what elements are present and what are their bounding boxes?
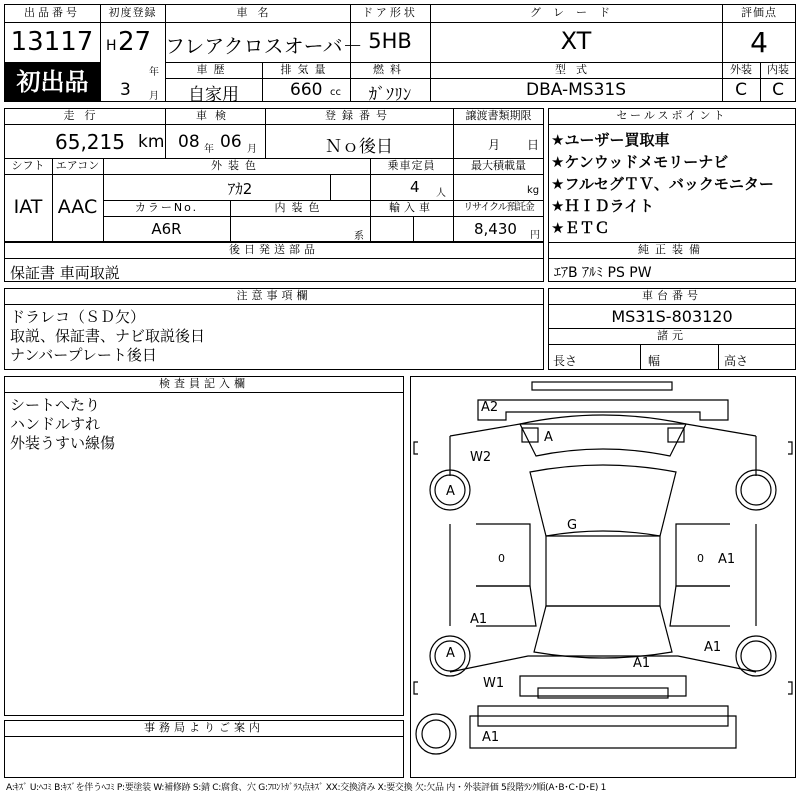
mileage-unit: km bbox=[138, 132, 165, 152]
sales-point-3: ★フルセグＴＶ、バックモニター bbox=[551, 175, 774, 193]
sales-point-4: ★ＨＩＤライト bbox=[551, 197, 654, 215]
score: 4 bbox=[750, 26, 768, 59]
load-label: 最大積載量 bbox=[471, 159, 526, 172]
mark-front-bumper: A2 bbox=[481, 400, 499, 415]
transfer-label: 譲渡書類期限 bbox=[465, 109, 532, 122]
mark-front-hood: A bbox=[544, 430, 553, 445]
displacement-label: 排気量 bbox=[280, 63, 332, 76]
inspection-year: 08 bbox=[178, 132, 200, 152]
inspection-label: 車検 bbox=[196, 109, 234, 122]
mark-rear-left-wheel: A bbox=[446, 646, 455, 661]
year-unit: 年 bbox=[149, 67, 159, 78]
inspector-text: シートへたり ハンドルすれ 外装うすい線傷 bbox=[10, 396, 116, 452]
first-reg-year: 27 bbox=[118, 27, 152, 57]
ext-color: ｱｶ2 bbox=[227, 180, 253, 198]
sales-point-5: ★ＥＴＣ bbox=[551, 219, 610, 237]
exterior-label: 外装 bbox=[730, 63, 752, 76]
capacity-unit: 人 bbox=[436, 188, 446, 199]
mark-right-side: A1 bbox=[718, 552, 736, 567]
interior-grade: C bbox=[772, 80, 784, 100]
lot-no-label: 出品番号 bbox=[24, 6, 80, 19]
fuel: ｶﾞｿﾘﾝ bbox=[368, 85, 412, 105]
reg-no: Ｎｏ後日 bbox=[325, 137, 393, 157]
sales-points-label: セールスポイント bbox=[616, 109, 728, 122]
mark-rear-bumper: A1 bbox=[482, 730, 500, 745]
grade-label: グレード bbox=[530, 6, 622, 19]
history-label: 車歴 bbox=[196, 63, 231, 76]
displacement: 660 bbox=[290, 80, 323, 100]
inspection-month-unit: 月 bbox=[247, 144, 257, 155]
recycle-amount: 8,430 bbox=[474, 220, 517, 238]
chassis-label: 車台番号 bbox=[642, 289, 702, 302]
shift-label: シフト bbox=[11, 159, 45, 172]
history: 自家用 bbox=[188, 85, 239, 105]
car-outline bbox=[410, 376, 796, 778]
ext-color-label: 外装色 bbox=[211, 159, 262, 172]
transfer-day: 日 bbox=[527, 138, 540, 152]
mark-rear-right: A1 bbox=[704, 640, 722, 655]
model-label: 型式 bbox=[555, 63, 597, 76]
model-code: DBA-MS31S bbox=[525, 80, 627, 100]
era: H bbox=[106, 38, 117, 54]
int-color-unit: 系 bbox=[354, 231, 364, 242]
load-unit: kg bbox=[527, 185, 540, 196]
ac: AAC bbox=[57, 196, 98, 218]
shift: IAT bbox=[13, 196, 43, 218]
door-label: ドア形状 bbox=[362, 6, 418, 19]
mark-left-door: 0 bbox=[498, 552, 505, 565]
car-name: フレアクロスオーバ－ bbox=[165, 34, 363, 58]
int-color-label: 内装色 bbox=[274, 201, 326, 214]
color-no: A6R bbox=[151, 220, 182, 238]
chassis-number: MS31S-803120 bbox=[611, 307, 733, 326]
inspector-label: 検査員記入欄 bbox=[159, 377, 249, 390]
ac-label: エアコン bbox=[55, 159, 100, 172]
legend-text: A:ｷｽﾞ U:ﾍｺﾐ B:ｷｽﾞを伴うﾍｺﾐ P:要塗装 W:補修跡 S:錆 C:腐食、穴 G:ﾌﾛﾝﾄｶﾞﾗｽ点ｷｽﾞ XX:交換済み X:要交換 欠:欠品 内・外装評価 5段階ﾗﾝｸ順(A･B･C･D･E) 1 bbox=[6, 783, 607, 793]
sales-point-1: ★ユーザー買取車 bbox=[551, 131, 670, 149]
details-block bbox=[4, 108, 544, 242]
later-parts-text: 保証書 車両取説 bbox=[10, 264, 120, 282]
width-label: 幅 bbox=[648, 354, 661, 368]
car-name-label: 車名 bbox=[236, 6, 279, 19]
later-parts-label: 後日発送部品 bbox=[229, 243, 319, 256]
mileage-label: 走行 bbox=[63, 109, 106, 122]
lot-no: 13117 bbox=[10, 27, 94, 57]
first-listing-badge: 初出品 bbox=[5, 63, 100, 101]
import-label: 輸入車 bbox=[389, 201, 434, 214]
fuel-label: 燃料 bbox=[373, 63, 407, 76]
first-reg-label: 初度登録 bbox=[108, 6, 157, 19]
recycle-label: リサイクル預託金 bbox=[463, 202, 534, 213]
notes-text: ドラレコ（ＳＤ欠） 取説、保証書、ナビ取説後日 ナンバープレート後日 bbox=[10, 308, 206, 364]
sales-point-2: ★ケンウッドメモリーナビ bbox=[551, 153, 729, 171]
capacity: 4 bbox=[410, 178, 420, 196]
reg-no-label: 登録番号 bbox=[325, 109, 393, 122]
length-label: 長さ bbox=[553, 354, 578, 368]
exterior-grade: C bbox=[735, 80, 747, 100]
transfer-month: 月 bbox=[488, 138, 501, 152]
mileage: 65,215 bbox=[55, 130, 125, 154]
recycle-unit: 円 bbox=[530, 230, 540, 241]
door-type: 5HB bbox=[368, 29, 412, 53]
equipment-text: ｴｱB ｱﾙﾐ PS PW bbox=[554, 265, 652, 281]
month-unit: 月 bbox=[149, 91, 159, 102]
mark-rear-left: W1 bbox=[483, 676, 505, 691]
notes-label: 注意事項欄 bbox=[236, 289, 312, 302]
mark-right-door: 0 bbox=[697, 552, 704, 565]
mark-front-left: W2 bbox=[470, 450, 492, 465]
inspection-month: 06 bbox=[220, 132, 242, 152]
displacement-unit: cc bbox=[330, 87, 341, 98]
office-label: 事務局よりご案内 bbox=[144, 721, 264, 734]
dimensions-label: 諸元 bbox=[657, 329, 687, 342]
interior-label: 内装 bbox=[767, 63, 789, 76]
first-reg-month: 3 bbox=[120, 80, 131, 100]
score-label: 評価点 bbox=[741, 6, 777, 19]
mark-roof: G bbox=[567, 518, 578, 533]
inspection-year-unit: 年 bbox=[204, 144, 214, 155]
mark-left-rear-door: A1 bbox=[470, 612, 488, 627]
mark-rear-panel: A1 bbox=[633, 656, 651, 671]
height-label: 高さ bbox=[724, 354, 749, 368]
capacity-label: 乗車定員 bbox=[387, 159, 436, 172]
color-no-label: カラーNo. bbox=[134, 201, 199, 214]
equipment-label: 純正装備 bbox=[638, 243, 706, 256]
mark-front-left-wheel: A bbox=[446, 484, 455, 499]
grade: XT bbox=[560, 27, 592, 55]
